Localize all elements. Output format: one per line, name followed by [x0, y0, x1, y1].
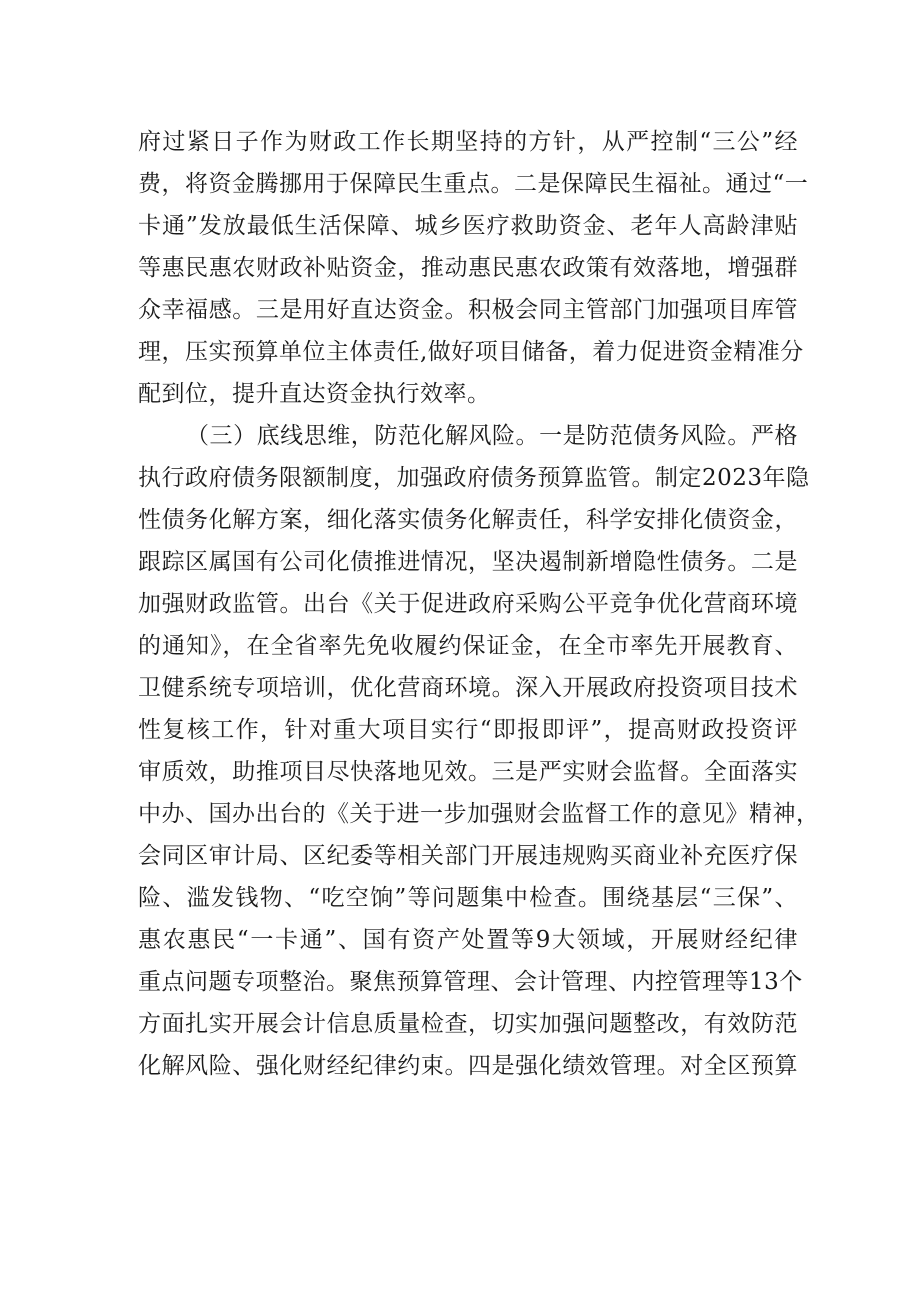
paragraph-line: 费，将资金腾挪用于保障民生重点。二是保障民生福祉。通过“一 [138, 171, 809, 197]
paragraph-line: 众幸福感。三是用好直达资金。积极会同主管部门加强项目库管 [138, 297, 798, 323]
paragraph-line: 性复核工作，针对重大项目实行“即报即评”，提高财政投资评 [138, 717, 798, 743]
paragraph-line: 会同区审计局、区纪委等相关部门开展违规购买商业补充医疗保 [138, 843, 798, 869]
paragraph-line: 惠农惠民“一卡通”、国有资产处置等9大领域，开展财经纪律 [138, 927, 798, 953]
paragraph-line: 化解风险、强化财经纪律约束。四是强化绩效管理。对全区预算 [138, 1053, 798, 1079]
paragraph-line: 理，压实预算单位主体责任,做好项目储备，着力促进资金精准分 [138, 339, 804, 365]
paragraph-line: 执行政府债务限额制度，加强政府债务预算监管。制定2023年隐 [138, 465, 810, 491]
paragraph-line: 跟踪区属国有公司化债推进情况，坚决遏制新增隐性债务。二是 [138, 549, 798, 575]
paragraph-line: 等惠民惠农财政补贴资金，推动惠民惠农政策有效落地，增强群 [138, 255, 798, 281]
paragraph-line: 方面扎实开展会计信息质量检查，切实加强问题整改，有效防范 [138, 1011, 798, 1037]
paragraph-line: 险、滥发钱物、“吃空饷”等问题集中检查。围绕基层“三保”、 [138, 885, 798, 911]
paragraph-line: 性债务化解方案，细化落实债务化解责任，科学安排化债资金， [138, 507, 798, 533]
paragraph-line: 府过紧日子作为财政工作长期坚持的方针，从严控制“三公”经 [138, 129, 798, 155]
paragraph-line: 审质效，助推项目尽快落地见效。三是严实财会监督。全面落实 [138, 759, 798, 785]
paragraph-line: 卫健系统专项培训，优化营商环境。深入开展政府投资项目技术 [138, 675, 798, 701]
paragraph-line: 加强财政监管。出台《关于促进政府采购公平竞争优化营商环境 [138, 591, 798, 617]
paragraph-line: 配到位，提升直达资金执行效率。 [138, 381, 491, 407]
paragraph-line: 中办、国办出台的《关于进一步加强财会监督工作的意见》精神， [138, 801, 820, 827]
paragraph-line: 卡通”发放最低生活保障、城乡医疗救助资金、老年人高龄津贴 [138, 213, 798, 239]
paragraph-line: 的通知》，在全省率先免收履约保证金，在全市率先开展教育、 [138, 633, 798, 659]
section-heading-line: （三）底线思维，防范化解风险。一是防范债务风险。严格 [186, 423, 798, 449]
paragraph-line: 重点问题专项整治。聚焦预算管理、会计管理、内控管理等13个 [138, 969, 803, 995]
